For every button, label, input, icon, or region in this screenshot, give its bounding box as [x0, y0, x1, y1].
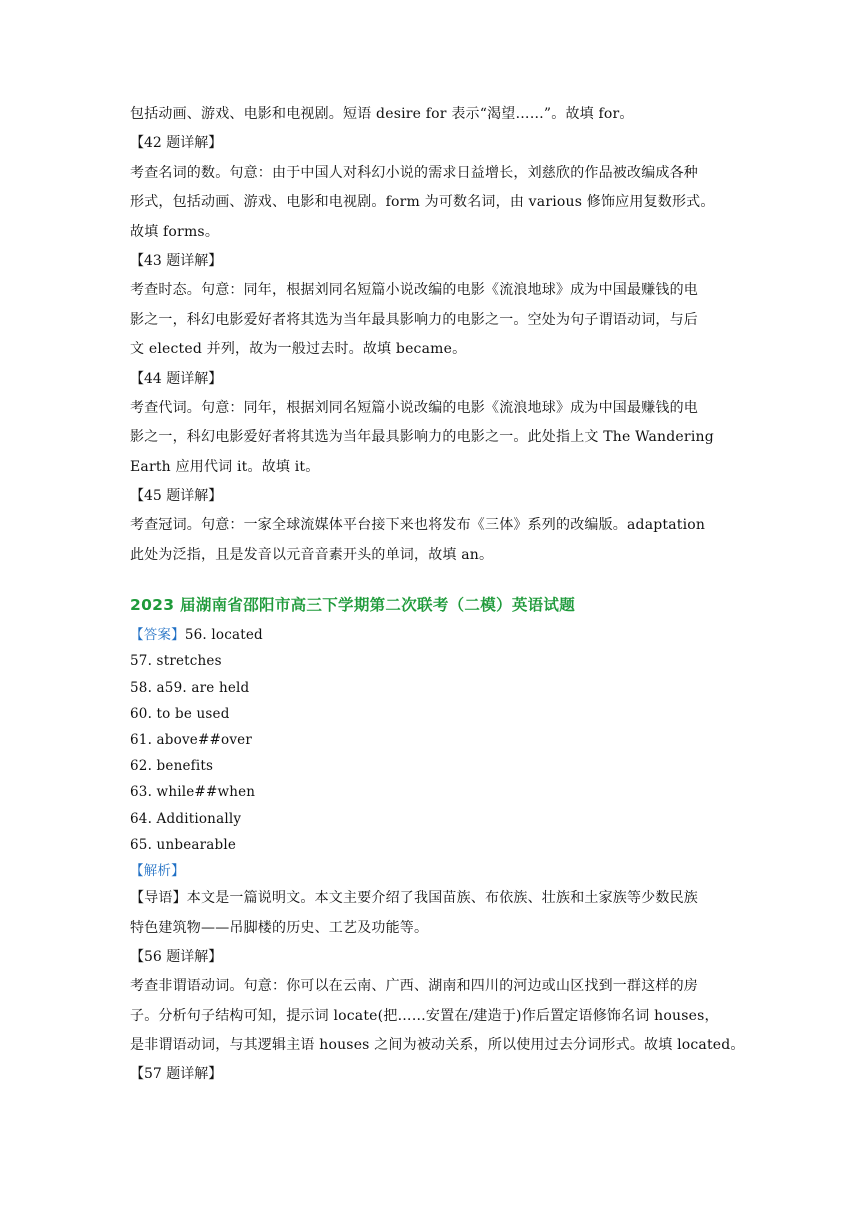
q43-heading: 【43 题详解】: [130, 252, 223, 269]
answer-tag: 【答案】: [130, 627, 185, 644]
q44-explanation: [130, 394, 730, 482]
answer-item: 61. above##over: [130, 732, 253, 748]
text-line: 是非谓语动词，与其逻辑主语 houses 之间为被动关系，所以使用过去分词形式。故填 located。: [130, 1037, 745, 1054]
text-line: 考查名词的数。句意：由于中国人对科幻小说的需求日益增长，刘慈欣的作品被改编成各种: [130, 164, 698, 181]
q42-heading: 【42 题详解】: [130, 135, 223, 152]
q42-explanation: [130, 159, 730, 247]
text-line: 考查时态。句意：同年，根据刘同名短篇小说改编的电影《流浪地球》成为中国最赚钱的电: [130, 282, 698, 299]
section-title: 2023 届湖南省邵阳市高三下学期第二次联考（二模）英语试题: [130, 596, 576, 615]
text-line: 此处为泛指，且是发音以元音音素开头的单词，故填 an。: [130, 546, 494, 563]
answer-first-line: [130, 622, 730, 648]
text-line: 故填 forms。: [130, 223, 220, 240]
q43-explanation: [130, 276, 730, 364]
text-line: Earth 应用代词 it。故填 it。: [130, 458, 320, 475]
text-line: 包括动画、游戏、电影和电视剧。短语 desire for 表示“渴望……”。故填 for。: [130, 106, 634, 122]
text-line: 子。分析句子结构可知，提示词 locate(把……安置在/建造于)作后置定语修饰名词 houses，: [130, 1007, 719, 1024]
answer-item: 57. stretches: [130, 653, 222, 670]
q57-heading: 【57 题详解】: [130, 1066, 223, 1083]
q56-explanation: [130, 972, 745, 1060]
text-line: 形式，包括动画、游戏、电影和电视剧。form 为可数名词，由 various 修饰应用复数形式。: [130, 194, 715, 211]
answer-item: 56. located: [184, 627, 263, 644]
answer-item: 65. unbearable: [130, 836, 237, 853]
text-line: 文 elected 并列，故为一般过去时。故填 became。: [130, 341, 467, 358]
text-line: 考查非谓语动词。句意：你可以在云南、广西、湖南和四川的河边或山区找到一群这样的房: [130, 978, 698, 995]
q56-heading: 【56 题详解】: [130, 948, 223, 965]
answer-item: 62. benefits: [130, 758, 214, 775]
analysis-tag: 【解析】: [130, 862, 185, 879]
q44-heading: 【44 题详解】: [130, 370, 223, 387]
text-line: 考查代词。句意：同年，根据刘同名短篇小说改编的电影《流浪地球》成为中国最赚钱的电: [130, 399, 698, 416]
answer-item: 64. Additionally: [130, 810, 242, 827]
answer-item: 60. to be used: [130, 705, 230, 722]
text-line: 影之一，科幻电影爱好者将其选为当年最具影响力的电影之一。空处为句子谓语动词，与后: [130, 311, 698, 328]
guide-paragraph: [130, 884, 730, 943]
answer-list: [130, 622, 730, 884]
text-line: 特色建筑物——吊脚楼的历史、工艺及功能等。: [130, 919, 429, 936]
text-line: 【导语】本文是一篇说明文。本文主要介绍了我国苗族、布依族、壮族和土家族等少数民族: [130, 890, 698, 907]
answer-item: 58. a59. are held: [130, 679, 250, 696]
document-page: [130, 100, 745, 1090]
q45-heading: 【45 题详解】: [130, 488, 223, 505]
q41-tail: [130, 100, 730, 129]
text-line: 考查冠词。句意：一家全球流媒体平台接下来也将发布《三体》系列的改编版。adaptation: [130, 517, 706, 534]
answer-item: 63. while##when: [130, 784, 256, 801]
q45-explanation: [130, 511, 730, 570]
text-line: 影之一，科幻电影爱好者将其选为当年最具影响力的电影之一。此处指上文 The Wandering: [130, 429, 714, 446]
